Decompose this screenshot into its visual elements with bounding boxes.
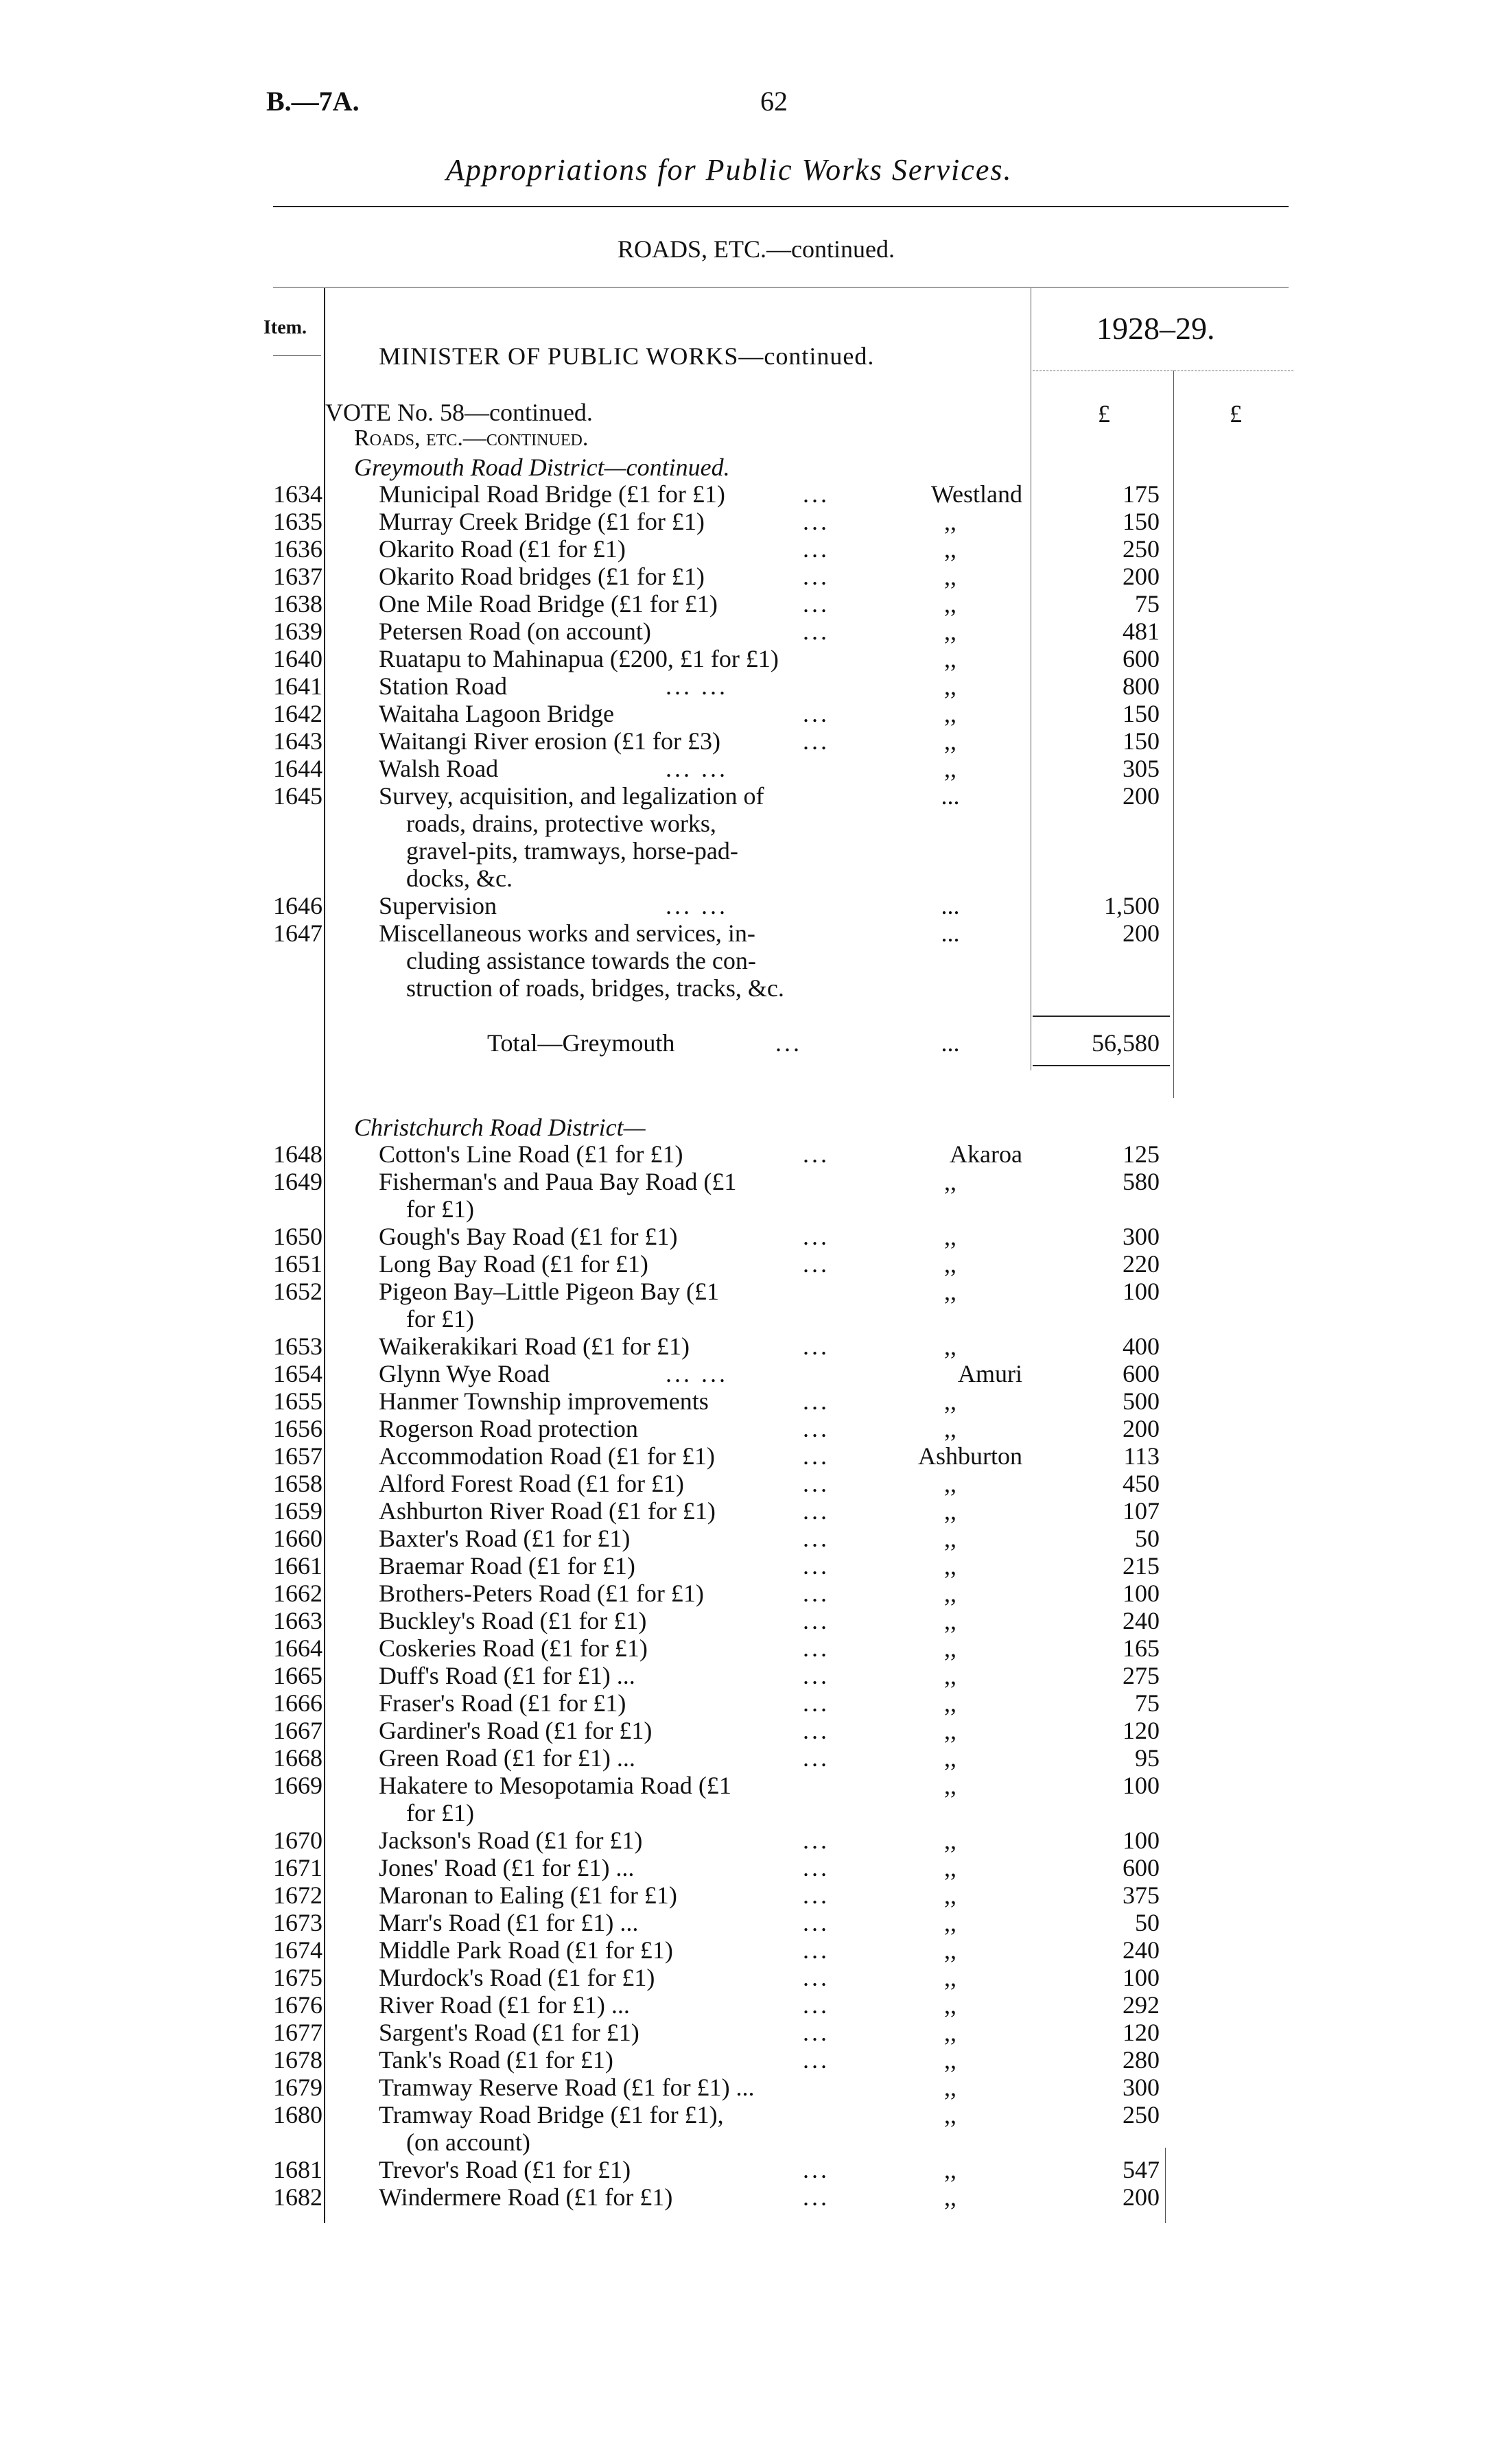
item-column-header: Item.: [263, 317, 307, 338]
vote-heading: VOTE No. 58—continued.: [325, 399, 593, 426]
leader-dots: ... ...: [666, 672, 728, 700]
electorate: ,,: [944, 1223, 956, 1250]
electorate: ,,: [944, 1662, 956, 1689]
item-number: 1673: [273, 1909, 322, 1936]
electorate: ,,: [944, 1525, 956, 1552]
electorate: ,,: [944, 1909, 956, 1936]
leader-dots: ...: [803, 2019, 830, 2046]
electorate: ,,: [944, 508, 956, 535]
amount: 275: [1123, 1662, 1160, 1689]
total-rule-bottom: [1033, 1065, 1170, 1066]
amount: 100: [1123, 1772, 1160, 1799]
amount: 250: [1123, 535, 1160, 563]
leader-dots: ...: [803, 1415, 830, 1442]
item-number: 1679: [273, 2074, 322, 2101]
item-number: 1678: [273, 2046, 322, 2074]
item-description: Okarito Road bridges (£1 for £1): [379, 563, 705, 590]
currency-left: £: [1098, 400, 1110, 427]
item-number: 1680: [273, 2101, 322, 2128]
electorate: ,,: [944, 1744, 956, 1772]
leader-dots: ...: [803, 1744, 830, 1772]
leader-dots: ...: [803, 1662, 830, 1689]
electorate: ,,: [944, 1333, 956, 1360]
item-description: Windermere Road (£1 for £1): [379, 2183, 673, 2211]
item-description-continued: docks, &c.: [406, 865, 513, 892]
amount: 292: [1123, 1991, 1160, 2019]
title-rule: [273, 206, 1289, 207]
district-heading-greymouth: Greymouth Road District—continued.: [354, 454, 730, 481]
amount: 450: [1123, 1470, 1160, 1497]
electorate: ,,: [944, 755, 956, 782]
item-number: 1681: [273, 2156, 322, 2183]
leader-dots: ...: [803, 700, 830, 727]
electorate: ...: [941, 919, 960, 947]
item-number: 1663: [273, 1607, 322, 1634]
item-number: 1674: [273, 1936, 322, 1964]
amount: 250: [1123, 2101, 1160, 2128]
leader-dots: ...: [803, 535, 830, 563]
leader-dots: ...: [803, 1552, 830, 1580]
item-description: Murray Creek Bridge (£1 for £1): [379, 508, 705, 535]
electorate: ,,: [944, 1415, 956, 1442]
table-top-rule: [273, 287, 1289, 288]
amount: 240: [1123, 1936, 1160, 1964]
item-number: 1665: [273, 1662, 322, 1689]
item-description: Middle Park Road (£1 for £1): [379, 1936, 673, 1964]
item-description: One Mile Road Bridge (£1 for £1): [379, 590, 718, 618]
electorate: ,,: [944, 563, 956, 590]
item-description: Hanmer Township improvements: [379, 1387, 709, 1415]
item-number: 1638: [273, 590, 322, 618]
item-description: Brothers-Peters Road (£1 for £1): [379, 1580, 704, 1607]
amount: 150: [1123, 700, 1160, 727]
section-heading: ROADS, ETC.—continued.: [618, 235, 895, 263]
item-description: Glynn Wye Road: [379, 1360, 550, 1387]
electorate: Ashburton: [918, 1442, 1022, 1470]
leader-dots: ...: [803, 1140, 830, 1168]
leader-dots: ...: [803, 1854, 830, 1881]
item-description: Jackson's Road (£1 for £1): [379, 1827, 643, 1854]
item-number: 1653: [273, 1333, 322, 1360]
amount: 200: [1123, 919, 1160, 947]
leader-dots: ...: [803, 1936, 830, 1964]
item-description: Long Bay Road (£1 for £1): [379, 1250, 648, 1278]
leader-dots: ...: [803, 480, 830, 508]
district-heading-christchurch: Christchurch Road District—: [354, 1114, 646, 1141]
electorate: ,,: [944, 1881, 956, 1909]
electorate: ,,: [944, 1964, 956, 1991]
leader-dots: ... ...: [666, 755, 728, 782]
item-number: 1659: [273, 1497, 322, 1525]
leader-dots: ...: [803, 508, 830, 535]
amount: 215: [1123, 1552, 1160, 1580]
electorate: ,,: [944, 2046, 956, 2074]
amount: 107: [1123, 1497, 1160, 1525]
item-description: Sargent's Road (£1 for £1): [379, 2019, 639, 2046]
electorate: ,,: [944, 2183, 956, 2211]
electorate: Akaroa: [950, 1140, 1022, 1168]
electorate: ...: [941, 782, 960, 810]
item-description: Okarito Road (£1 for £1): [379, 535, 626, 563]
item-number: 1646: [273, 892, 322, 919]
item-description-continued: cluding assistance towards the con-: [406, 947, 756, 974]
item-number: 1667: [273, 1717, 322, 1744]
electorate: ,,: [944, 2074, 956, 2101]
total-label: Total—Greymouth: [487, 1029, 675, 1057]
item-description: Walsh Road: [379, 755, 499, 782]
amount: 240: [1123, 1607, 1160, 1634]
item-number: 1642: [273, 700, 322, 727]
item-number: 1639: [273, 618, 322, 645]
leader-dots: ...: [803, 1250, 830, 1278]
amount: 120: [1123, 2019, 1160, 2046]
amount: 75: [1135, 1689, 1160, 1717]
leader-dots: ...: [803, 2183, 830, 2211]
item-number: 1636: [273, 535, 322, 563]
item-number: 1661: [273, 1552, 322, 1580]
item-description: Coskeries Road (£1 for £1): [379, 1634, 648, 1662]
amount: 150: [1123, 508, 1160, 535]
leader-dots: ...: [803, 1717, 830, 1744]
item-description: Pigeon Bay–Little Pigeon Bay (£1: [379, 1278, 719, 1305]
item-number: 1682: [273, 2183, 322, 2211]
item-number: 1656: [273, 1415, 322, 1442]
leader-dots: ...: [803, 1580, 830, 1607]
item-description: Tramway Road Bridge (£1 for £1),: [379, 2101, 724, 2128]
electorate: ,,: [944, 1497, 956, 1525]
item-description-continued: roads, drains, protective works,: [406, 810, 716, 837]
item-description: Miscellaneous works and services, in-: [379, 919, 755, 947]
item-number: 1672: [273, 1881, 322, 1909]
item-description: Maronan to Ealing (£1 for £1): [379, 1881, 677, 1909]
item-description-continued: struction of roads, bridges, tracks, &c.: [406, 974, 784, 1002]
amount: 481: [1123, 618, 1160, 645]
amount: 113: [1123, 1442, 1160, 1470]
amount: 175: [1123, 480, 1160, 508]
electorate: ,,: [944, 1827, 956, 1854]
electorate: ,,: [944, 1607, 956, 1634]
item-description: Baxter's Road (£1 for £1): [379, 1525, 631, 1552]
item-description: River Road (£1 for £1) ...: [379, 1991, 630, 2019]
amount-split-rule: [1173, 371, 1174, 1098]
electorate: ,,: [944, 590, 956, 618]
amount: 600: [1123, 1854, 1160, 1881]
amount: 500: [1123, 1387, 1160, 1415]
leader-dots: ...: [803, 1223, 830, 1250]
item-description-continued: (on account): [406, 2128, 530, 2156]
leader-dots: ...: [803, 2046, 830, 2074]
item-number: 1668: [273, 1744, 322, 1772]
item-number: 1677: [273, 2019, 322, 2046]
amount: 1,500: [1104, 892, 1160, 919]
item-number: 1662: [273, 1580, 322, 1607]
item-number: 1652: [273, 1278, 322, 1305]
item-number: 1660: [273, 1525, 322, 1552]
item-description: Gardiner's Road (£1 for £1): [379, 1717, 653, 1744]
leader-dots: ...: [803, 727, 830, 755]
electorate: ,,: [944, 672, 956, 700]
item-description-continued: for £1): [406, 1799, 474, 1827]
leader-dots: ...: [803, 590, 830, 618]
page-number: 62: [760, 86, 788, 117]
item-description: Survey, acquisition, and legalization of: [379, 782, 764, 810]
electorate: ,,: [944, 1387, 956, 1415]
amount: 120: [1123, 1717, 1160, 1744]
electorate: Westland: [930, 480, 1022, 508]
report-reference: B.—7A.: [266, 86, 360, 117]
amount: 600: [1123, 1360, 1160, 1387]
item-description: Municipal Road Bridge (£1 for £1): [379, 480, 725, 508]
leader-dots: ...: [803, 1634, 830, 1662]
amount: 400: [1123, 1333, 1160, 1360]
item-number: 1675: [273, 1964, 322, 1991]
item-number: 1671: [273, 1854, 322, 1881]
item-description: Marr's Road (£1 for £1) ...: [379, 1909, 639, 1936]
electorate: ,,: [944, 1470, 956, 1497]
item-description: Trevor's Road (£1 for £1): [379, 2156, 631, 2183]
electorate: ...: [941, 1029, 960, 1057]
leader-dots: ...: [803, 1333, 830, 1360]
amount: 200: [1123, 2183, 1160, 2211]
item-number: 1635: [273, 508, 322, 535]
amount: 95: [1135, 1744, 1160, 1772]
item-description: Waitaha Lagoon Bridge: [379, 700, 614, 727]
total-amount: 56,580: [1092, 1029, 1160, 1057]
item-description-continued: for £1): [406, 1195, 474, 1223]
item-description-continued: for £1): [406, 1305, 474, 1333]
electorate: Amuri: [958, 1360, 1022, 1387]
amount: 200: [1123, 1415, 1160, 1442]
amount: 100: [1123, 1580, 1160, 1607]
item-description: Petersen Road (on account): [379, 618, 651, 645]
item-description: Braemar Road (£1 for £1): [379, 1552, 635, 1580]
amount: 50: [1135, 1909, 1160, 1936]
item-description: Gough's Bay Road (£1 for £1): [379, 1223, 678, 1250]
item-number: 1666: [273, 1689, 322, 1717]
item-description: Tank's Road (£1 for £1): [379, 2046, 613, 2074]
leader-dots: ...: [803, 1964, 830, 1991]
electorate: ,,: [944, 1278, 956, 1305]
item-number: 1664: [273, 1634, 322, 1662]
item-number: 1641: [273, 672, 322, 700]
item-description: Rogerson Road protection: [379, 1415, 638, 1442]
year-column-header: 1928–29.: [1096, 311, 1215, 346]
item-description: Fisherman's and Paua Bay Road (£1: [379, 1168, 737, 1195]
subvote-heading: Roads, etc.—continued.: [354, 425, 589, 451]
electorate: ,,: [944, 618, 956, 645]
item-description: Ashburton River Road (£1 for £1): [379, 1497, 716, 1525]
electorate: ,,: [944, 2101, 956, 2128]
item-column-rule: [324, 288, 325, 2223]
electorate: ,,: [944, 1854, 956, 1881]
amount: 75: [1135, 590, 1160, 618]
item-description: Cotton's Line Road (£1 for £1): [379, 1140, 683, 1168]
item-header-rule: [273, 355, 321, 356]
electorate: ,,: [944, 1717, 956, 1744]
item-number: 1644: [273, 755, 322, 782]
item-number: 1658: [273, 1470, 322, 1497]
leader-dots: ...: [803, 1387, 830, 1415]
electorate: ,,: [944, 1772, 956, 1799]
item-number: 1651: [273, 1250, 322, 1278]
leader-dots: ...: [803, 1497, 830, 1525]
item-description: Green Road (£1 for £1) ...: [379, 1744, 635, 1772]
amount: 375: [1123, 1881, 1160, 1909]
item-description: Duff's Road (£1 for £1) ...: [379, 1662, 635, 1689]
amount: 100: [1123, 1827, 1160, 1854]
electorate: ,,: [944, 1991, 956, 2019]
electorate: ,,: [944, 1936, 956, 1964]
item-number: 1645: [273, 782, 322, 810]
electorate: ,,: [944, 1580, 956, 1607]
amount-column-rule-lower: [1165, 2148, 1166, 2223]
item-description: Jones' Road (£1 for £1) ...: [379, 1854, 635, 1881]
amount: 50: [1135, 1525, 1160, 1552]
leader-dots: ...: [775, 1029, 802, 1057]
total-rule-top: [1033, 1016, 1170, 1017]
item-description: Accommodation Road (£1 for £1): [379, 1442, 715, 1470]
item-description: Ruatapu to Mahinapua (£200, £1 for £1): [379, 645, 779, 672]
amount: 300: [1123, 1223, 1160, 1250]
amount: 165: [1123, 1634, 1160, 1662]
leader-dots: ...: [803, 2156, 830, 2183]
amount: 580: [1123, 1168, 1160, 1195]
amount: 600: [1123, 645, 1160, 672]
amount: 125: [1123, 1140, 1160, 1168]
amount: 100: [1123, 1278, 1160, 1305]
item-number: 1640: [273, 645, 322, 672]
item-number: 1648: [273, 1140, 322, 1168]
leader-dots: ...: [803, 1909, 830, 1936]
leader-dots: ...: [803, 1827, 830, 1854]
item-number: 1634: [273, 480, 322, 508]
leader-dots: ...: [803, 563, 830, 590]
leader-dots: ... ...: [666, 1360, 728, 1387]
electorate: ,,: [944, 1168, 956, 1195]
amount: 100: [1123, 1964, 1160, 1991]
leader-dots: ...: [803, 1525, 830, 1552]
amount: 800: [1123, 672, 1160, 700]
item-number: 1676: [273, 1991, 322, 2019]
leader-dots: ...: [803, 1689, 830, 1717]
amount: 280: [1123, 2046, 1160, 2074]
electorate: ,,: [944, 1552, 956, 1580]
electorate: ...: [941, 892, 960, 919]
amount: 305: [1123, 755, 1160, 782]
amount: 547: [1123, 2156, 1160, 2183]
page-title: Appropriations for Public Works Services.: [446, 153, 1013, 187]
item-number: 1647: [273, 919, 322, 947]
electorate: ,,: [944, 645, 956, 672]
item-number: 1637: [273, 563, 322, 590]
electorate: ,,: [944, 1250, 956, 1278]
leader-dots: ...: [803, 1442, 830, 1470]
item-description: Alford Forest Road (£1 for £1): [379, 1470, 684, 1497]
item-number: 1670: [273, 1827, 322, 1854]
currency-right: £: [1230, 400, 1242, 427]
leader-dots: ...: [803, 1881, 830, 1909]
amount: 300: [1123, 2074, 1160, 2101]
item-description: Hakatere to Mesopotamia Road (£1: [379, 1772, 731, 1799]
item-description: Tramway Reserve Road (£1 for £1) ...: [379, 2074, 755, 2101]
electorate: ,,: [944, 2019, 956, 2046]
item-description: Buckley's Road (£1 for £1): [379, 1607, 647, 1634]
item-description: Waikerakikari Road (£1 for £1): [379, 1333, 690, 1360]
electorate: ,,: [944, 1689, 956, 1717]
amount: 220: [1123, 1250, 1160, 1278]
minister-heading: MINISTER OF PUBLIC WORKS—continued.: [379, 342, 875, 370]
item-description: Fraser's Road (£1 for £1): [379, 1689, 626, 1717]
item-number: 1654: [273, 1360, 322, 1387]
item-number: 1657: [273, 1442, 322, 1470]
leader-dots: ...: [803, 1607, 830, 1634]
amount: 200: [1123, 563, 1160, 590]
amount: 200: [1123, 782, 1160, 810]
leader-dots: ...: [803, 618, 830, 645]
item-number: 1655: [273, 1387, 322, 1415]
amount: 150: [1123, 727, 1160, 755]
electorate: ,,: [944, 727, 956, 755]
electorate: ,,: [944, 700, 956, 727]
leader-dots: ...: [803, 1470, 830, 1497]
item-description-continued: gravel-pits, tramways, horse-pad-: [406, 837, 738, 865]
leader-dots: ... ...: [666, 892, 728, 919]
item-description: Supervision: [379, 892, 497, 919]
item-description: Murdock's Road (£1 for £1): [379, 1964, 655, 1991]
leader-dots: ...: [803, 1991, 830, 2019]
item-number: 1643: [273, 727, 322, 755]
electorate: ,,: [944, 1634, 956, 1662]
electorate: ,,: [944, 535, 956, 563]
item-description: Waitangi River erosion (£1 for £3): [379, 727, 720, 755]
item-number: 1669: [273, 1772, 322, 1799]
electorate: ,,: [944, 2156, 956, 2183]
item-description: Station Road: [379, 672, 507, 700]
item-number: 1650: [273, 1223, 322, 1250]
item-number: 1649: [273, 1168, 322, 1195]
